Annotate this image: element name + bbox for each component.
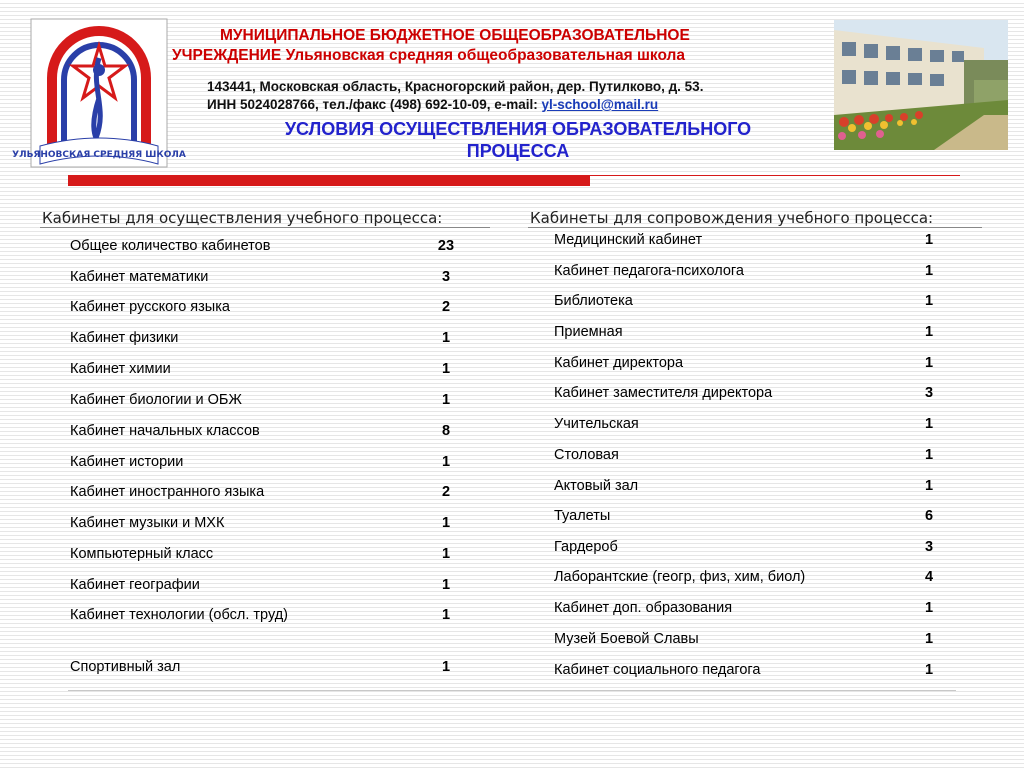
- item-label: Кабинет биологии и ОБЖ: [70, 392, 242, 408]
- item-count: 1: [924, 478, 934, 494]
- right-heading-underline: [528, 227, 982, 228]
- item-count: 1: [924, 447, 934, 463]
- item-count: 1: [924, 263, 934, 279]
- header-line-2: УЧРЕЖДЕНИЕ Ульяновская средняя общеобразовательная школа: [172, 47, 686, 64]
- item-count: 1: [441, 515, 451, 531]
- item-label: Учительская: [554, 416, 639, 432]
- item-label: Кабинет музыки и МХК: [70, 515, 225, 531]
- item-label: Кабинет химии: [70, 361, 171, 377]
- school-photo: [834, 20, 1008, 150]
- item-label: Столовая: [554, 447, 619, 463]
- item-label: Библиотека: [554, 293, 633, 309]
- item-count: 4: [924, 569, 934, 585]
- item-label: Кабинет директора: [554, 355, 684, 371]
- header-line-1: МУНИЦИПАЛЬНОЕ БЮДЖЕТНОЕ ОБЩЕОБРАЗОВАТЕЛЬНОЕ: [220, 27, 690, 44]
- item-label: Кабинет заместителя директора: [554, 385, 773, 401]
- item-label: Спортивный зал: [70, 659, 181, 675]
- email-link[interactable]: yl-school@mail.ru: [541, 97, 659, 112]
- item-count: 23: [437, 238, 455, 254]
- item-label: Кабинет технологии (обсл. труд): [70, 607, 289, 623]
- item-label: Гардероб: [554, 539, 618, 555]
- item-count: 1: [924, 631, 934, 647]
- school-logo: [12, 18, 186, 168]
- item-count: 1: [441, 577, 451, 593]
- item-count: 1: [441, 392, 451, 408]
- page-title: [218, 118, 818, 162]
- item-count: 1: [441, 659, 451, 675]
- contacts: [207, 97, 658, 112]
- item-label: Кабинет русского языка: [70, 299, 230, 315]
- contacts-text: ИНН 5024028766, тел./факс (498) 692-10-09, e-mail:: [207, 97, 542, 112]
- item-count: 2: [441, 484, 451, 500]
- item-count: 1: [924, 600, 934, 616]
- item-label: Лаборантские (геогр, физ, хим, биол): [554, 569, 806, 585]
- footer-divider: [68, 690, 956, 691]
- item-count: 3: [441, 269, 451, 285]
- item-label: Актовый зал: [554, 478, 639, 494]
- item-label: Компьютерный класс: [70, 546, 214, 562]
- item-count: 1: [924, 416, 934, 432]
- item-count: 1: [924, 324, 934, 340]
- item-count: 1: [441, 454, 451, 470]
- item-label: Общее количество кабинетов: [70, 238, 271, 254]
- item-label: Кабинет доп. образования: [554, 600, 733, 616]
- logo-text: УЛЬЯНОВСКАЯ СРЕДНЯЯ ШКОЛА: [12, 150, 186, 160]
- header-divider-line: [590, 175, 960, 176]
- item-count: 8: [441, 423, 451, 439]
- item-label: Кабинет истории: [70, 454, 184, 470]
- item-count: 1: [441, 546, 451, 562]
- right-section-heading: Кабинеты для сопровождения учебного процесса:: [530, 209, 934, 227]
- left-heading-underline: [40, 227, 490, 228]
- item-label: Кабинет педагога-психолога: [554, 263, 744, 279]
- item-label: Туалеты: [554, 508, 611, 524]
- address: 143441, Московская область, Красногорский район, дер. Путилково, д. 53.: [207, 79, 704, 94]
- left-section-heading: Кабинеты для осуществления учебного процесса:: [42, 209, 443, 227]
- title-line-1: УСЛОВИЯ ОСУЩЕСТВЛЕНИЯ ОБРАЗОВАТЕЛЬНОГО: [284, 119, 752, 139]
- item-count: 1: [924, 293, 934, 309]
- item-count: 1: [924, 662, 934, 678]
- item-count: 6: [924, 508, 934, 524]
- item-count: 3: [924, 385, 934, 401]
- item-label: Музей Боевой Славы: [554, 631, 699, 647]
- item-label: Кабинет географии: [70, 577, 200, 593]
- item-count: 1: [441, 330, 451, 346]
- item-label: Кабинет социального педагога: [554, 662, 761, 678]
- header-divider-bar: [68, 175, 590, 186]
- title-line-2: ПРОЦЕССА: [466, 141, 570, 161]
- item-count: 1: [441, 607, 451, 623]
- item-count: 1: [924, 355, 934, 371]
- item-label: Кабинет математики: [70, 269, 209, 285]
- item-label: Кабинет физики: [70, 330, 179, 346]
- item-label: Кабинет начальных классов: [70, 423, 260, 439]
- item-count: 1: [441, 361, 451, 377]
- item-label: Приемная: [554, 324, 623, 340]
- item-count: 2: [441, 299, 451, 315]
- item-count: 3: [924, 539, 934, 555]
- item-count: 1: [924, 232, 934, 248]
- item-label: Кабинет иностранного языка: [70, 484, 265, 500]
- item-label: Медицинский кабинет: [554, 232, 703, 248]
